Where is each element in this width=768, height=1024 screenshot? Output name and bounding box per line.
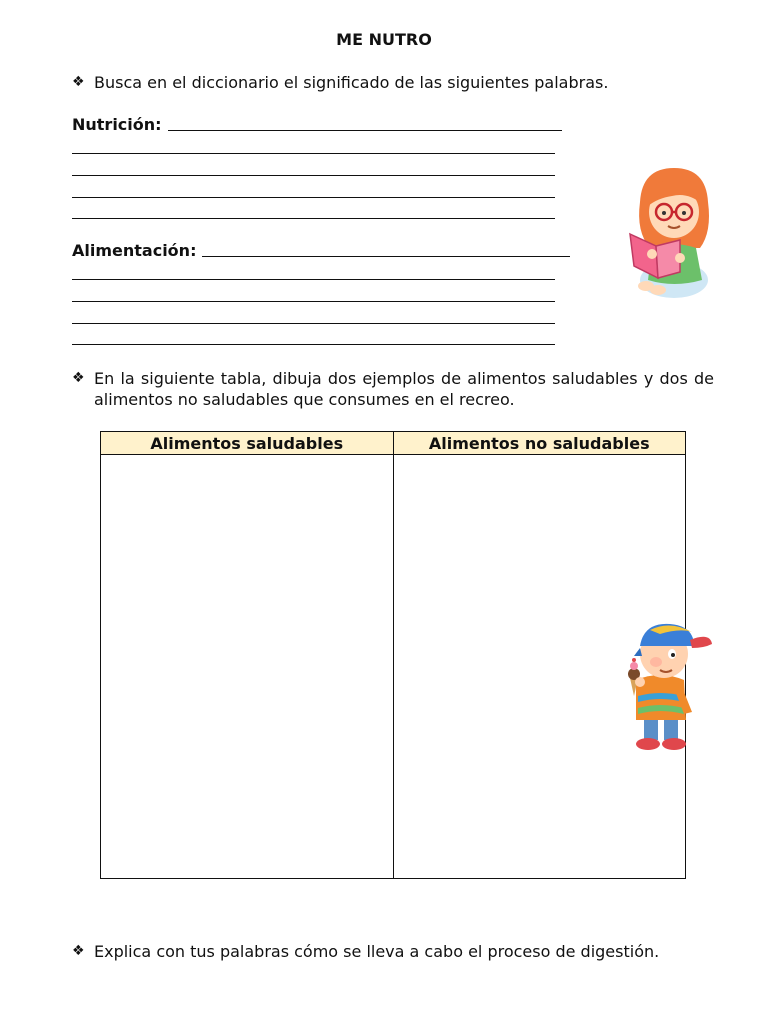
food-table xyxy=(100,431,686,879)
answer-line[interactable] xyxy=(72,153,555,154)
table-row xyxy=(101,455,686,879)
term-alimentacion-label: Alimentación: xyxy=(72,241,197,260)
answer-line[interactable] xyxy=(72,279,555,280)
diamond-bullet-icon: ❖ xyxy=(72,943,85,959)
term-alimentacion xyxy=(72,241,570,260)
instruction-dictionary xyxy=(72,72,714,93)
instruction-dictionary-text: Busca en el diccionario el significado de las siguientes palabras. xyxy=(94,73,609,92)
boy-ice-cream-illustration xyxy=(620,616,714,754)
instruction-table-text: En la siguiente tabla, dibuja dos ejemplos de alimentos saludables y dos de alimentos no saludables que consumes en el recreo. xyxy=(94,369,714,409)
diamond-bullet-icon: ❖ xyxy=(72,370,85,386)
instruction-table xyxy=(72,368,714,410)
page-title: ME NUTRO xyxy=(336,30,432,49)
diamond-bullet-icon: ❖ xyxy=(72,74,85,90)
answer-line[interactable] xyxy=(72,344,555,345)
answer-line[interactable] xyxy=(72,218,555,219)
instruction-digestion xyxy=(72,941,714,962)
healthy-foods-drawing-cell[interactable] xyxy=(101,455,394,879)
term-nutricion xyxy=(72,115,562,134)
instruction-digestion-text: Explica con tus palabras cómo se lleva a cabo el proceso de digestión. xyxy=(94,942,660,961)
answer-line[interactable] xyxy=(202,255,570,257)
answer-line[interactable] xyxy=(72,175,555,176)
term-nutricion-label: Nutrición: xyxy=(72,115,162,134)
answer-line[interactable] xyxy=(168,129,562,131)
answer-line[interactable] xyxy=(72,323,555,324)
header-unhealthy-foods: Alimentos no saludables xyxy=(393,432,686,455)
header-healthy-foods: Alimentos saludables xyxy=(101,432,394,455)
girl-reading-illustration xyxy=(622,162,718,304)
answer-line[interactable] xyxy=(72,301,555,302)
table-header-row xyxy=(101,432,686,455)
answer-line[interactable] xyxy=(72,197,555,198)
